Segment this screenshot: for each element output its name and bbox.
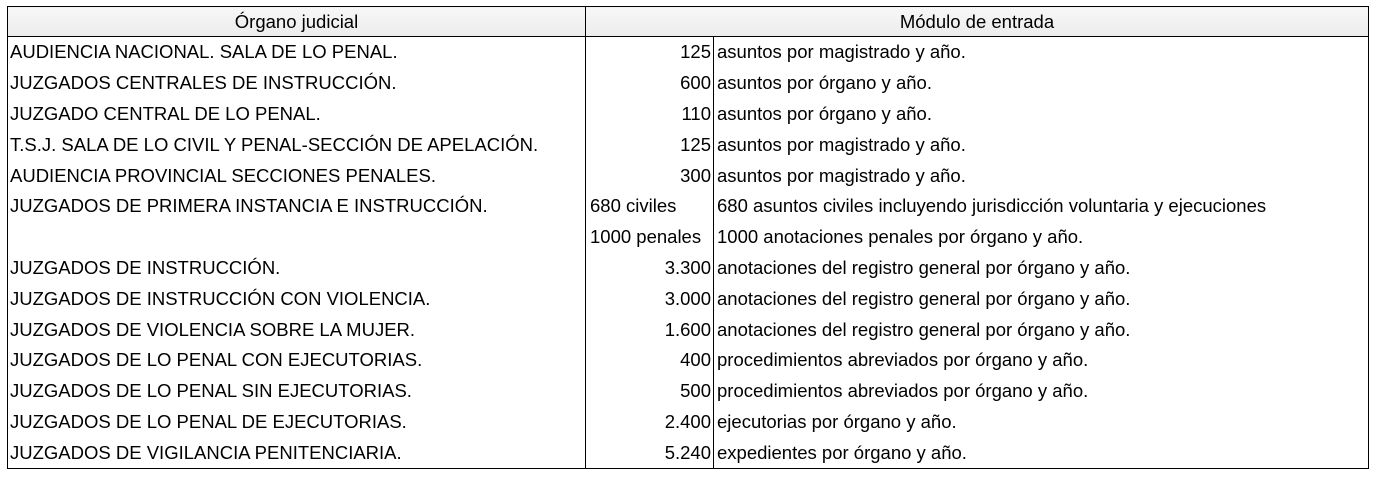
cell-organo[interactable]: JUZGADOS DE VIGILANCIA PENITENCIARIA. [8,437,586,468]
header-modulo-entrada[interactable]: Módulo de entrada [586,7,1369,37]
table-row [8,253,1369,284]
cell-descripcion[interactable]: asuntos por órgano y año. [714,99,1369,130]
table-row [8,283,1369,314]
cell-valor[interactable]: 500 [680,380,711,402]
cell-organo[interactable]: JUZGADO CENTRAL DE LO PENAL. [8,99,586,130]
cell-valor[interactable]: 5.240 [586,437,714,468]
cell-descripcion[interactable]: expedientes por órgano y año. [714,437,1369,468]
table-row [8,68,1369,99]
table-row [8,222,1369,253]
table-row [8,129,1369,160]
cell-organo[interactable]: JUZGADOS DE LO PENAL DE EJECUTORIAS. [8,407,586,438]
cell-valor[interactable]: 3.300 [664,256,711,278]
cell-valor[interactable]: 125 [680,133,711,155]
cell-valor[interactable]: 300 [680,164,711,186]
cell-descripcion[interactable]: asuntos por órgano y año. [714,68,1369,99]
cell-valor[interactable]: 110 [681,102,711,124]
cell-valor[interactable]: 2.400 [664,410,711,432]
cell-descripcion[interactable]: 680 asuntos civiles incluyendo jurisdicción voluntaria y ejecuciones [714,191,1369,222]
cell-descripcion[interactable]: procedimientos abreviados por órgano y año. [714,376,1369,407]
header-organo-judicial[interactable]: Órgano judicial [8,7,586,37]
cell-descripcion[interactable]: asuntos por magistrado y año. [714,37,1369,68]
cell-organo[interactable] [8,222,586,253]
cell-organo[interactable]: JUZGADOS DE INSTRUCCIÓN. [8,253,586,284]
cell-valor[interactable]: 400 [680,349,711,371]
table-row [8,314,1369,345]
header-row [8,7,1369,37]
table-row [8,37,1369,68]
cell-organo[interactable]: JUZGADOS DE PRIMERA INSTANCIA E INSTRUCCIÓN. [8,191,586,222]
cell-descripcion[interactable]: ejecutorias por órgano y año. [714,407,1369,438]
cell-valor[interactable]: 1.600 [664,318,711,340]
cell-descripcion[interactable]: 1000 anotaciones penales por órgano y año. [714,222,1369,253]
cell-organo[interactable]: T.S.J. SALA DE LO CIVIL Y PENAL-SECCIÓN DE APELACIÓN. [8,129,586,160]
cell-descripcion[interactable]: asuntos por magistrado y año. [714,129,1369,160]
cell-organo[interactable]: AUDIENCIA PROVINCIAL SECCIONES PENALES. [8,160,586,191]
spreadsheet-table [7,6,1368,469]
cell-organo[interactable]: JUZGADOS CENTRALES DE INSTRUCCIÓN. [8,68,586,99]
table-row [8,99,1369,130]
table-row [8,191,1369,222]
cell-valor[interactable]: 680 civiles [590,195,677,217]
cell-organo[interactable]: AUDIENCIA NACIONAL. SALA DE LO PENAL. [8,37,586,68]
modulos-table [7,6,1369,469]
cell-descripcion[interactable]: procedimientos abreviados por órgano y año. [714,345,1369,376]
cell-valor[interactable]: 3.000 [664,287,711,309]
cell-organo[interactable]: JUZGADOS DE INSTRUCCIÓN CON VIOLENCIA. [8,283,586,314]
cell-organo[interactable]: JUZGADOS DE LO PENAL CON EJECUTORIAS. [8,345,586,376]
table-row [8,160,1369,191]
table-row [8,345,1369,376]
cell-descripcion[interactable]: anotaciones del registro general por órgano y año. [714,314,1369,345]
table-row [8,437,1369,468]
cell-valor[interactable]: 1000 penales [590,226,702,248]
table-row [8,376,1369,407]
cell-valor[interactable]: 125 [680,41,711,63]
table-row [8,407,1369,438]
cell-valor[interactable]: 600 [680,72,711,94]
cell-descripcion[interactable]: anotaciones del registro general por órgano y año. [714,253,1369,284]
cell-descripcion[interactable]: anotaciones del registro general por órgano y año. [714,283,1369,314]
cell-organo[interactable]: JUZGADOS DE LO PENAL SIN EJECUTORIAS. [8,376,586,407]
cell-descripcion[interactable]: asuntos por magistrado y año. [714,160,1369,191]
cell-organo[interactable]: JUZGADOS DE VIOLENCIA SOBRE LA MUJER. [8,314,586,345]
